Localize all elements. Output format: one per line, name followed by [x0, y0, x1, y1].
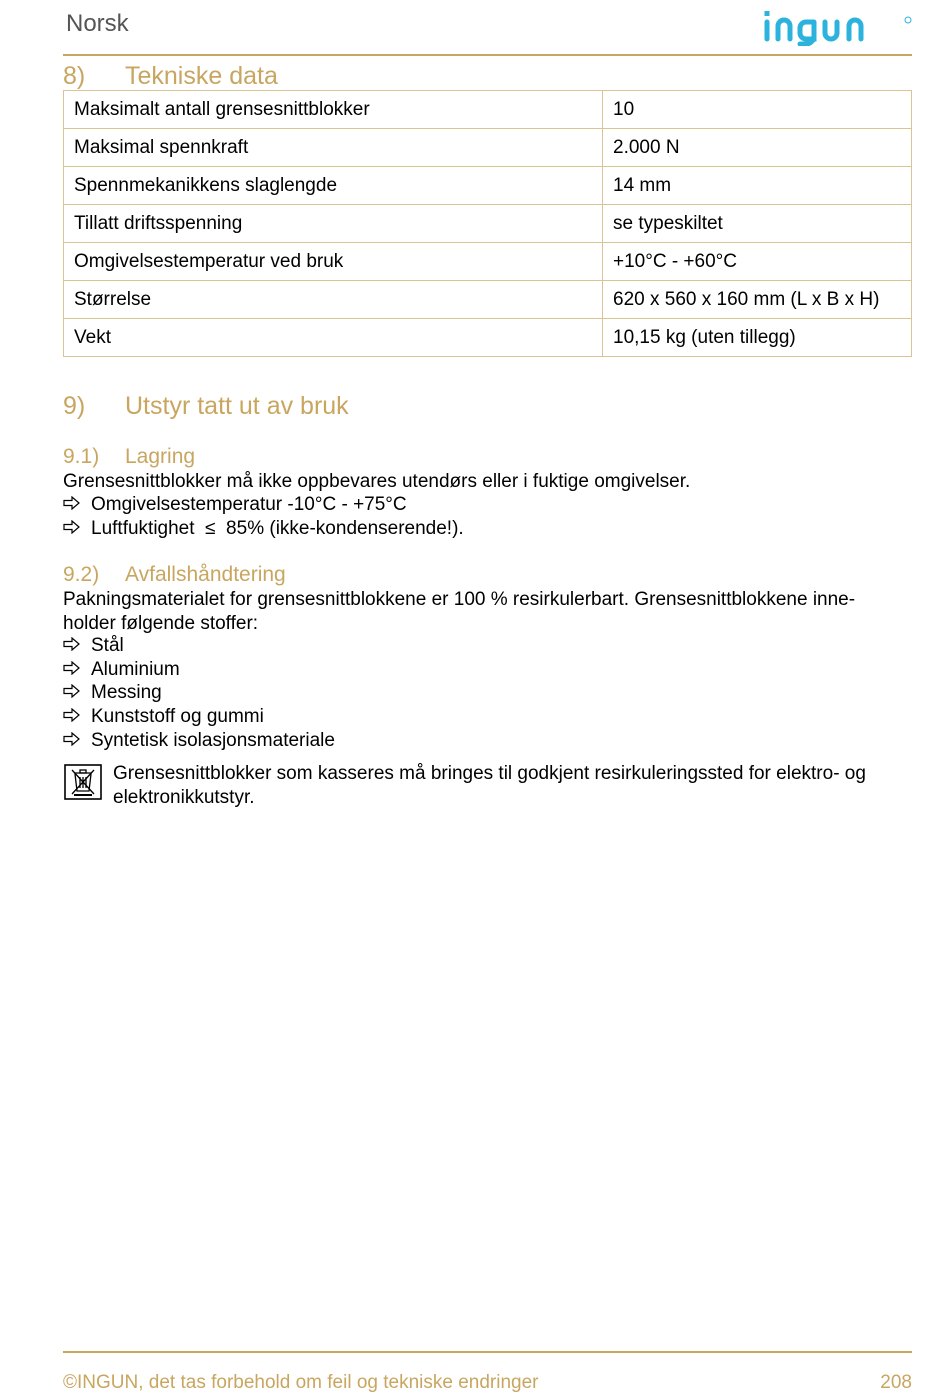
table-label: Vekt	[64, 319, 603, 357]
arrow-right-outline-icon	[63, 634, 91, 658]
table-label: Omgivelsestemperatur ved bruk	[64, 243, 603, 281]
list-item-text: Messing	[91, 682, 162, 704]
list-item-text: Omgivelsestemperatur -10°C - +75°C	[91, 494, 407, 515]
table-row	[64, 91, 912, 129]
list-item	[63, 658, 335, 682]
technical-data-table	[63, 90, 912, 357]
table-value: 10,15 kg (uten tillegg)	[603, 319, 912, 357]
crossed-out-bin-icon	[64, 764, 102, 805]
table-row	[64, 281, 912, 319]
materials-list	[63, 634, 335, 753]
disposal-text	[63, 588, 903, 635]
list-item-text: Kunststoff og gummi	[91, 706, 264, 728]
arrow-right-outline-icon	[63, 681, 91, 705]
list-item	[63, 681, 335, 705]
table-value: 14 mm	[603, 167, 912, 205]
section-9-title: Utstyr tatt ut av bruk	[125, 392, 349, 420]
section-8-heading	[63, 62, 278, 91]
table-label: Størrelse	[64, 281, 603, 319]
arrow-right-outline-icon	[63, 729, 91, 753]
section-9-2-heading	[63, 563, 286, 587]
list-item-text: Luftfuktighet ≤ 85% (ikke-kondenserende!).	[91, 517, 464, 539]
list-item-text: Aluminium	[91, 658, 180, 680]
ingun-logo	[762, 6, 916, 51]
table-value: +10°C - +60°C	[603, 243, 912, 281]
arrow-right-outline-icon	[63, 658, 91, 682]
table-value: se typeskiltet	[603, 205, 912, 243]
table-row	[64, 319, 912, 357]
table-label: Maksimalt antall grensesnittblokker	[64, 91, 603, 129]
list-item	[63, 493, 464, 517]
weee-disposal-note	[113, 762, 913, 810]
table-row	[64, 167, 912, 205]
list-item	[63, 634, 335, 658]
section-9-2-title: Avfallshåndtering	[125, 563, 286, 586]
section-9-heading	[63, 392, 349, 421]
table-row	[64, 205, 912, 243]
header-rule	[63, 54, 912, 56]
table-label: Tillatt driftsspenning	[64, 205, 603, 243]
arrow-right-outline-icon	[63, 493, 91, 517]
section-9-number: 9)	[63, 392, 86, 420]
arrow-right-outline-icon	[63, 517, 91, 541]
section-9-2-number: 9.2)	[63, 563, 100, 586]
table-value: 620 x 560 x 160 mm (L x B x H)	[603, 281, 912, 319]
table-label: Spennmekanikkens slaglengde	[64, 167, 603, 205]
table-label: Maksimal spennkraft	[64, 129, 603, 167]
table-value: 10	[603, 91, 912, 129]
section-9-1-title: Lagring	[125, 445, 196, 468]
header-language: Norsk	[66, 10, 129, 37]
weee-note-line-1: Grensesnittblokker som kasseres må bringes til godkjent resirkuleringssted for elektro- og	[113, 763, 866, 784]
footer-copyright: ©INGUN, det tas forbehold om feil og tekniske endringer	[63, 1372, 539, 1393]
list-item	[63, 729, 335, 753]
list-item	[63, 517, 464, 541]
footer-rule	[63, 1351, 912, 1353]
page-number: 208	[880, 1372, 912, 1393]
list-item-text: Stål	[91, 635, 124, 656]
disposal-text-line-2: holder følgende stoffer:	[63, 612, 259, 634]
weee-note-line-2: elektronikkutstyr.	[113, 787, 255, 808]
disposal-text-line-1: Pakningsmaterialet for grensesnittblokkene er 100 % resirkulerbart. Grensesnittblokkene inne-	[63, 589, 856, 610]
section-8-title: Tekniske data	[125, 62, 278, 90]
storage-text: Grensesnittblokker må ikke oppbevares utendørs eller i fuktige omgivelser.	[63, 471, 691, 492]
table-row	[64, 129, 912, 167]
storage-list	[63, 493, 464, 540]
arrow-right-outline-icon	[63, 705, 91, 729]
list-item	[63, 705, 335, 729]
section-9-1-heading	[63, 445, 195, 469]
list-item-text: Syntetisk isolasjonsmateriale	[91, 729, 335, 751]
table-row	[64, 243, 912, 281]
table-value: 2.000 N	[603, 129, 912, 167]
section-8-number: 8)	[63, 62, 86, 90]
section-9-1-number: 9.1)	[63, 445, 100, 468]
